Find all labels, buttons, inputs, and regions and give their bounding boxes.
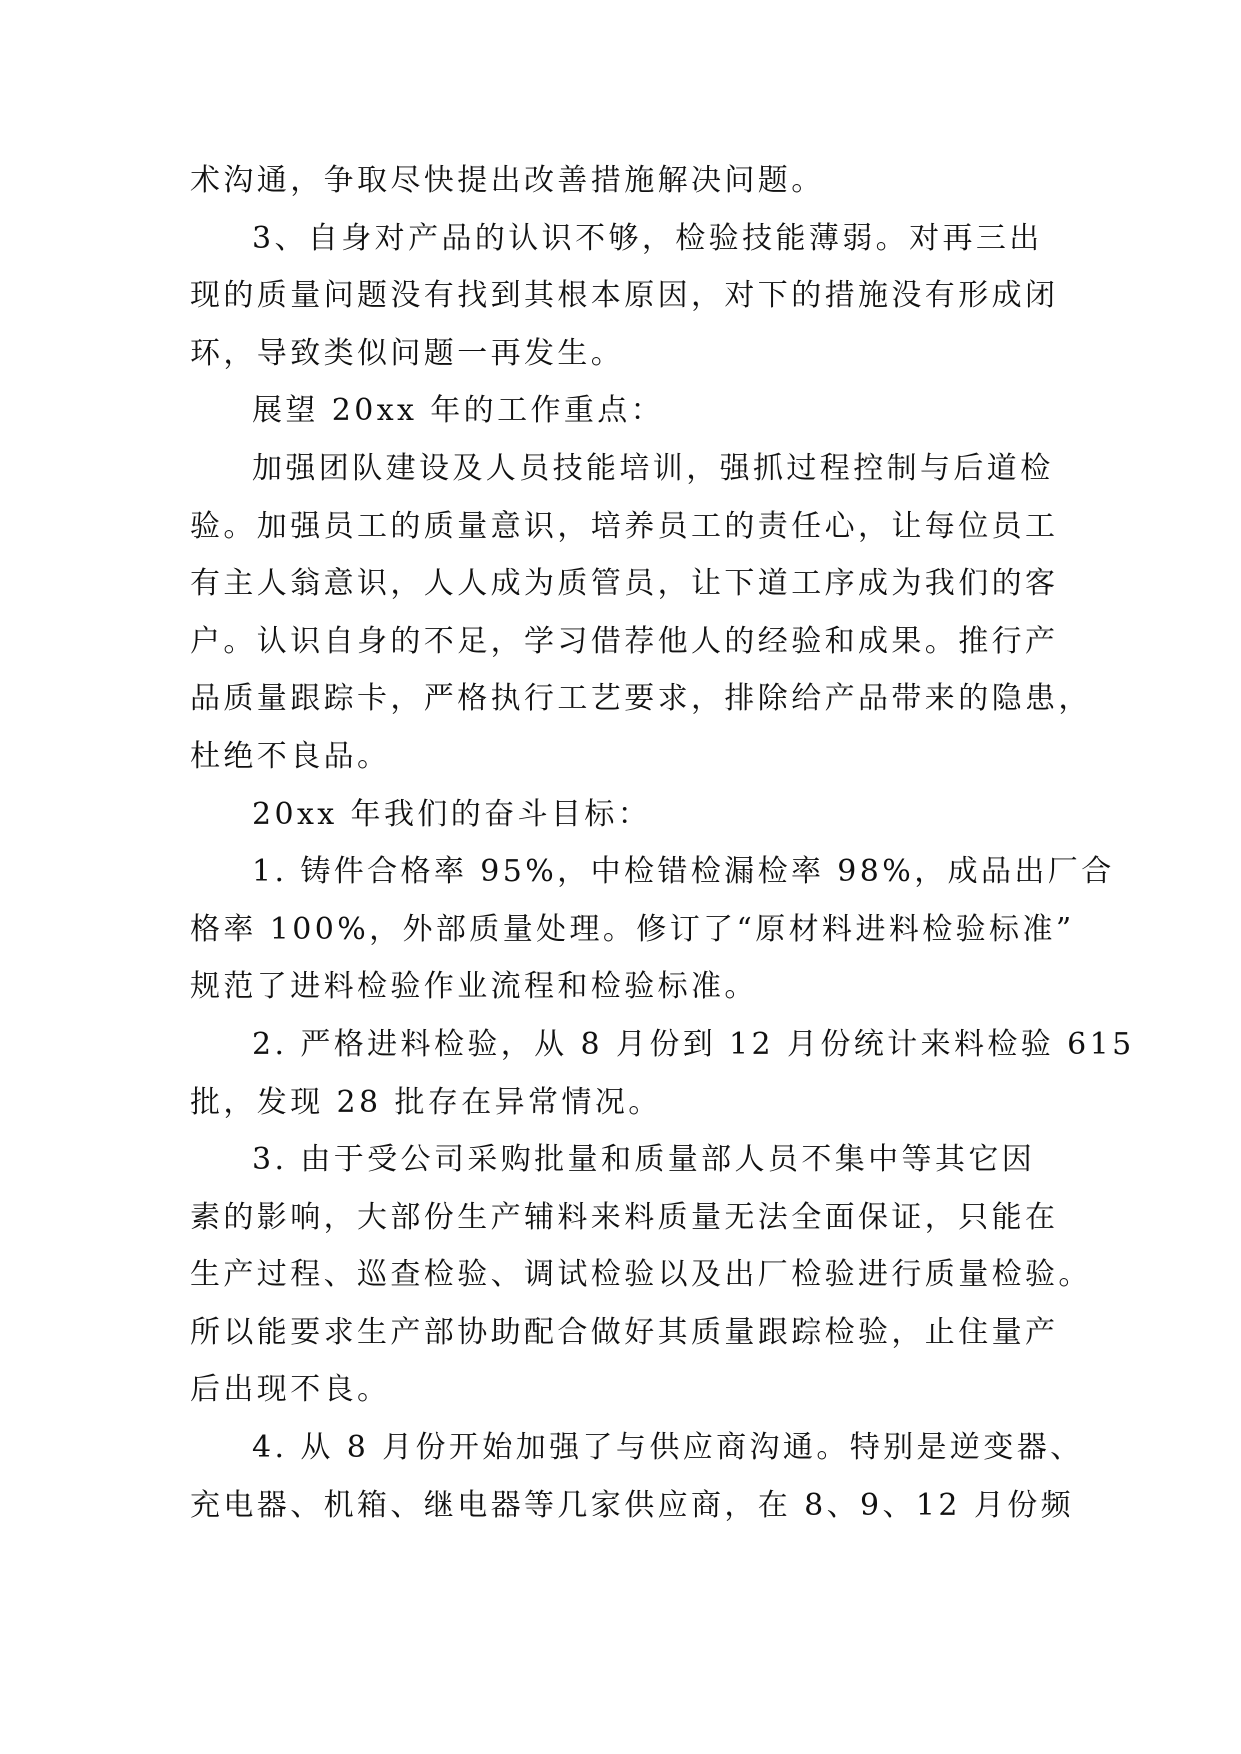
text-line: 3. 由于受公司采购批量和质量部人员不集中等其它因 [252, 1142, 1036, 1178]
text-line: 4. 从 8 月份开始加强了与供应商沟通。特别是逆变器、 [252, 1430, 1084, 1466]
text-line: 后出现不良。 [190, 1372, 391, 1408]
text-line: 术沟通，争取尽快提出改善措施解决问题。 [190, 163, 825, 198]
text-line: 3、自身对产品的认识不够，检验技能薄弱。对再三出 [252, 220, 1043, 256]
text-line: 2. 严格进料检验，从 8 月份到 12 月份统计来料检验 615 [252, 1026, 1135, 1062]
text-line: 20xx 年我们的奋斗目标： [252, 796, 652, 832]
text-line: 1. 铸件合格率 95%，中检错检漏检率 98%，成品出厂合 [252, 854, 1115, 890]
text-line: 现的质量问题没有找到其根本原因，对下的措施没有形成闭 [190, 278, 1059, 314]
text-line: 规范了进料检验作业流程和检验标准。 [190, 969, 758, 1005]
text-line: 户。认识自身的不足，学习借荐他人的经验和成果。推行产 [190, 623, 1059, 659]
text-line: 展望 20xx 年的工作重点： [252, 393, 665, 429]
text-line: 品质量跟踪卡，严格执行工艺要求，排除给产品带来的隐患， [190, 681, 1092, 717]
document-body [190, 152, 1135, 1534]
text-line: 生产过程、巡查检验、调试检验以及出厂检验进行质量检验。 [190, 1257, 1092, 1293]
text-line: 有主人翁意识，人人成为质管员，让下道工序成为我们的客 [190, 566, 1059, 602]
text-line: 批，发现 28 批存在异常情况。 [190, 1084, 662, 1120]
text-line: 加强团队建设及人员技能培训，强抓过程控制与后道检 [252, 450, 1054, 486]
text-line: 充电器、机箱、继电器等几家供应商，在 8、9、12 月份频 [190, 1487, 1075, 1523]
text-line: 所以能要求生产部协助配合做好其质量跟踪检验，止住量产 [190, 1314, 1059, 1350]
text-line: 格率 100%，外部质量处理。修订了“原材料进料检验标准” [190, 911, 1075, 947]
text-line: 杜绝不良品。 [190, 738, 391, 774]
text-line: 素的影响，大部份生产辅料来料质量无法全面保证，只能在 [190, 1199, 1059, 1235]
text-line: 环，导致类似问题一再发生。 [190, 335, 625, 371]
text-line: 验。加强员工的质量意识，培养员工的责任心，让每位员工 [190, 508, 1059, 544]
